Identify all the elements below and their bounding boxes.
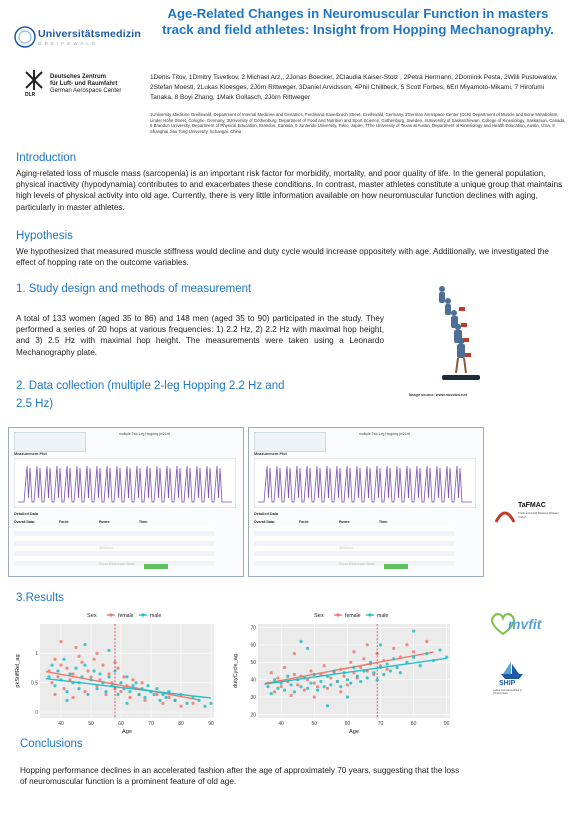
- report-time-label: Time:: [139, 520, 148, 524]
- report-time-label: Time:: [379, 520, 388, 524]
- data-point-female: [366, 643, 369, 646]
- y-tick-label: 20: [250, 712, 256, 719]
- data-point-male: [158, 699, 161, 702]
- legend-label-female: female: [118, 613, 134, 619]
- data-point-male: [47, 675, 50, 678]
- data-point-female: [296, 683, 299, 686]
- report-plot-title: Measurement Plot: [254, 452, 287, 456]
- y-tick-label: 1: [35, 651, 38, 658]
- data-point-male: [197, 699, 200, 702]
- affiliations: 1University Medicine Greifswald, Department of Internal Medicine and Geriatrics, Ferdinand Sauerbruch Street, Greifswald, Germany, 2German Aerospace Center (DLR) Department of Muscle and Bone Metabolism, Linder Höhe Street, Cologne, Germany, 3University of Gothenburg, Department of Food and Nutrition and Sport Science, Gothenburg, Sweden, 4University of Saskatchewan, College of Kinesiology, Saskatoon, Canada, 5 Brandon University, Department of Physical Education, Brandon, Canada, 6 Juntendo University, Tokio, Japan, 7The University of Texas at Austin, Department of Kinesiology and Health Education, Austin, USA, 8 Shanghai Jiao Tong University, Schangai, China: [150, 112, 566, 134]
- legend-label-female: female: [345, 613, 361, 619]
- data-point-male: [306, 687, 309, 690]
- conclusions-text: Hopping performance declines in an accelerated fashion after the age of approximately 70 years, suggesting that the loss of neuromuscular function is a prominent feature of old age.: [20, 766, 460, 787]
- dlr-abbr: DLR: [25, 92, 36, 98]
- university-city: GREIFSWALD: [38, 41, 99, 46]
- data-point-male: [116, 693, 119, 696]
- data-point-male: [137, 693, 140, 696]
- data-point-male: [290, 683, 293, 686]
- report-details-title: Detailed Data: [14, 512, 39, 516]
- data-point-female: [119, 690, 122, 693]
- mechanography-report-2: [248, 427, 484, 577]
- x-tick-label: 40: [58, 721, 64, 727]
- x-tick-label: 40: [278, 721, 284, 727]
- data-point-male: [412, 629, 415, 632]
- data-point-male: [273, 678, 276, 681]
- data-point-female: [101, 664, 104, 667]
- data-point-male: [286, 675, 289, 678]
- data-point-male: [293, 690, 296, 693]
- results-heading: 3.Results: [16, 592, 64, 604]
- data-point-female: [290, 694, 293, 697]
- legend-label-male: male: [150, 613, 162, 619]
- data-point-female: [89, 675, 92, 678]
- data-point-female: [155, 693, 158, 696]
- x-tick-label: 50: [311, 721, 318, 727]
- data-point-female: [50, 681, 53, 684]
- data-point-male: [266, 685, 269, 688]
- data-point-female: [161, 702, 164, 705]
- data-point-male: [336, 680, 339, 683]
- data-point-female: [273, 690, 276, 693]
- data-point-male: [369, 661, 372, 664]
- x-tick-label: 70: [148, 721, 154, 727]
- data-point-male: [326, 704, 329, 707]
- legend-marker-male: [141, 613, 144, 616]
- data-point-male: [119, 681, 122, 684]
- data-point-female: [293, 652, 296, 655]
- y-tick-label: 50: [250, 660, 256, 667]
- data-point-male: [339, 685, 342, 688]
- data-point-male: [309, 682, 312, 685]
- data-point-male: [173, 699, 176, 702]
- data-point-male: [143, 696, 146, 699]
- data-point-male: [80, 675, 83, 678]
- mvfit-logo: [490, 610, 556, 640]
- university-name: Universitätsmedizin: [38, 28, 141, 40]
- legend-marker-female: [109, 613, 112, 616]
- data-point-female: [309, 669, 312, 672]
- data-point-female: [131, 678, 134, 681]
- data-point-female: [62, 687, 65, 690]
- data-point-female: [303, 689, 306, 692]
- x-axis-label: Age: [122, 729, 132, 735]
- report-test-type: multiple Two Leg Hopping (m2LH): [119, 432, 171, 436]
- data-point-female: [179, 705, 182, 708]
- data-point-female: [283, 666, 286, 669]
- data-point-male: [185, 702, 188, 705]
- data-point-male: [74, 666, 77, 669]
- data-point-male: [83, 664, 86, 667]
- data-point-male: [352, 666, 355, 669]
- data-point-female: [65, 666, 68, 669]
- y-tick-label: 70: [250, 625, 256, 632]
- data-point-male: [299, 640, 302, 643]
- data-point-female: [392, 647, 395, 650]
- data-point-female: [352, 650, 355, 653]
- data-point-male: [155, 687, 158, 690]
- data-point-male: [89, 678, 92, 681]
- x-tick-label: 80: [178, 721, 184, 727]
- data-point-female: [59, 664, 62, 667]
- data-point-female: [329, 676, 332, 679]
- report-power-label: Power:: [339, 520, 351, 524]
- data-point-female: [386, 668, 389, 671]
- legend-marker-female: [336, 613, 339, 616]
- data-point-male: [323, 685, 326, 688]
- ship-icon: [497, 660, 527, 680]
- data-point-male: [125, 675, 128, 678]
- data-point-female: [405, 643, 408, 646]
- data-point-male: [92, 669, 95, 672]
- data-point-female: [53, 693, 56, 696]
- data-point-male: [101, 681, 104, 684]
- ship-logo: [493, 660, 533, 698]
- data-point-male: [399, 671, 402, 674]
- data-point-female: [80, 661, 83, 664]
- data-point-female: [83, 690, 86, 693]
- data-collection-heading: 2. Data collection (multiple 2-leg Hopping 2.2 Hz and 2.5 Hz): [16, 380, 285, 410]
- data-point-female: [92, 658, 95, 661]
- report-test-type: multiple Two Leg Hopping (m2LH): [359, 432, 411, 436]
- data-point-male: [95, 687, 98, 690]
- data-point-male: [392, 657, 395, 660]
- university-seal-icon: [14, 22, 36, 52]
- tafmac-logo: [494, 498, 560, 528]
- data-point-male: [83, 643, 86, 646]
- force-trace-plot: [254, 458, 476, 508]
- data-point-female: [140, 681, 143, 684]
- university-logo: [14, 22, 141, 56]
- track-icon: [494, 502, 516, 524]
- data-point-female: [313, 682, 316, 685]
- data-point-male: [349, 682, 352, 685]
- legend-title: Sex: [314, 613, 324, 619]
- data-point-male: [329, 683, 332, 686]
- y-tick-label: 60: [250, 642, 256, 649]
- conclusions-heading: Conclusions: [20, 738, 83, 750]
- data-point-male: [412, 655, 415, 658]
- data-point-male: [306, 647, 309, 650]
- y-tick-label: 0.5: [31, 680, 38, 687]
- data-point-female: [59, 640, 62, 643]
- mechanography-report-1: [8, 427, 244, 577]
- report-force-label: Force:: [299, 520, 310, 524]
- x-tick-label: 60: [118, 721, 124, 727]
- data-point-male: [316, 689, 319, 692]
- tafmac-subtitle: Track and Field Masters Athletes Cohort: [518, 511, 559, 519]
- data-point-male: [107, 649, 110, 652]
- data-point-male: [333, 669, 336, 672]
- image-source: Image source: www.novotec.net: [409, 393, 467, 397]
- data-point-female: [326, 687, 329, 690]
- y-tick-label: 0: [35, 709, 38, 716]
- data-point-male: [313, 673, 316, 676]
- y-axis-label: dutyCycle_ag: [233, 654, 239, 688]
- x-tick-label: 70: [377, 721, 384, 727]
- data-point-male: [203, 705, 206, 708]
- authors: 1Denis Titov, 1Dmitry Tsvetkov, 2 Michael Arz,, 2Jonas Boecker, 2Claudia Kaiser-Stolz , 2Petra Hermann, 2Dominik Pesta, 2Willi Pustowalow, 2Stefan Moestl, 2Lukas Kloesges, 2Jörn Rittweger, 3Daniel Arvidsson, 4Phil Chillbeck, 5 Scott Forbes, 6Eri Miyamoto-Mikami, 7 Hirofumi Tanaka, 8 Boyi Zhang, 1Maik Gollasch, 2Jörn Rittweger: [150, 74, 558, 101]
- ship-name: SHIP: [499, 680, 516, 687]
- data-point-male: [419, 664, 422, 667]
- data-point-female: [107, 672, 110, 675]
- data-point-female: [104, 693, 107, 696]
- introduction-text: Aging-related loss of muscle mass (sarcopenia) is an important risk factor for morbidity, mortality, and poor quality of life. In the general population, physical inactivity (hypodynamia) contributes to and exacerbates these conditions. In contrast, master athletes constitute a unique group that maintains high levels of physical activity into old age. Currently, there is very little information available on how neuromuscular function declines with aging, particularly in master athletes.: [16, 169, 563, 212]
- data-point-male: [65, 699, 68, 702]
- dutycycle-vs-age-plot: [230, 608, 456, 736]
- legend-title: Sex: [87, 613, 97, 619]
- dlr-line1: Deutsches Zentrum: [50, 74, 107, 80]
- data-point-male: [146, 684, 149, 687]
- data-point-female: [122, 675, 125, 678]
- data-point-male: [209, 702, 212, 705]
- data-point-male: [283, 689, 286, 692]
- y-tick-label: 40: [250, 677, 256, 684]
- dlr-line2: für Luft- und Raumfahrt: [50, 81, 118, 87]
- data-point-male: [379, 643, 382, 646]
- dlr-line3: German Aerospace Center: [50, 88, 122, 94]
- data-point-female: [53, 658, 56, 661]
- data-point-male: [134, 681, 137, 684]
- data-point-male: [270, 692, 273, 695]
- data-point-female: [71, 696, 74, 699]
- data-point-female: [191, 702, 194, 705]
- data-point-female: [280, 685, 283, 688]
- data-point-female: [74, 646, 77, 649]
- data-point-male: [77, 687, 80, 690]
- data-point-male: [386, 662, 389, 665]
- data-point-male: [425, 652, 428, 655]
- data-point-male: [276, 687, 279, 690]
- y-tick-label: 30: [250, 694, 256, 701]
- data-point-female: [167, 696, 170, 699]
- data-point-male: [346, 678, 349, 681]
- data-point-female: [349, 661, 352, 664]
- legend-label-male: male: [377, 613, 389, 619]
- tafmac-name: TaFMAC: [518, 502, 546, 509]
- data-point-male: [319, 680, 322, 683]
- x-tick-label: 90: [208, 721, 214, 727]
- data-point-male: [366, 676, 369, 679]
- data-point-male: [125, 702, 128, 705]
- data-point-female: [77, 655, 80, 658]
- data-point-female: [412, 650, 415, 653]
- data-point-female: [270, 671, 273, 674]
- data-point-female: [323, 664, 326, 667]
- data-point-female: [362, 657, 365, 660]
- x-tick-label: 90: [443, 721, 450, 727]
- report-details-title: Detailed Data: [254, 512, 279, 516]
- data-point-male: [438, 649, 441, 652]
- x-axis-label: Age: [349, 729, 359, 735]
- data-point-male: [107, 675, 110, 678]
- data-point-male: [128, 690, 131, 693]
- x-tick-label: 60: [344, 721, 351, 727]
- dlr-logo: [22, 68, 142, 108]
- data-point-female: [128, 696, 131, 699]
- x-tick-label: 50: [88, 721, 94, 727]
- poster-title: Age-Related Changes in Neuromuscular Function in masters track and field athletes: Insight from Hopping Mechanography.: [162, 6, 554, 38]
- data-point-female: [71, 672, 74, 675]
- hypothesis-heading: Hypothesis: [16, 230, 73, 242]
- data-point-female: [143, 699, 146, 702]
- ship-subtitle: Leben und Gesundheit in Vorpommern: [493, 689, 522, 695]
- data-point-female: [313, 696, 316, 699]
- data-point-female: [276, 676, 279, 679]
- study-design-heading: 1. Study design and methods of measurement: [16, 283, 252, 295]
- data-point-female: [425, 640, 428, 643]
- data-point-male: [382, 673, 385, 676]
- hypothesis-text: We hypothesized that measured muscle stiffness would decline and duty cycle would increase oppositely with age. Additionally, we investigated the effect of hopping rate on the outcome variables.: [16, 247, 549, 268]
- stiffness-vs-age-plot: [12, 608, 220, 736]
- data-point-male: [395, 666, 398, 669]
- data-point-male: [53, 684, 56, 687]
- data-point-male: [389, 669, 392, 672]
- data-point-male: [346, 696, 349, 699]
- data-point-male: [372, 671, 375, 674]
- data-point-female: [293, 673, 296, 676]
- data-point-male: [359, 680, 362, 683]
- data-point-male: [161, 693, 164, 696]
- data-point-male: [62, 658, 65, 661]
- data-point-female: [316, 685, 319, 688]
- report-power-label: Power:: [99, 520, 111, 524]
- introduction-heading: Introduction: [16, 152, 77, 164]
- legend-marker-male: [368, 613, 371, 616]
- report-plot-title: Measurement Plot: [14, 452, 47, 456]
- data-point-female: [116, 666, 119, 669]
- report-overall-label: Overall Data:: [14, 520, 35, 524]
- report-overall-label: Overall Data:: [254, 520, 275, 524]
- data-point-male: [68, 672, 71, 675]
- data-point-male: [50, 664, 53, 667]
- data-point-male: [104, 690, 107, 693]
- mvfit-name: mvfit: [508, 616, 542, 632]
- data-point-male: [65, 690, 68, 693]
- data-point-female: [346, 683, 349, 686]
- hopping-athlete-image: [398, 283, 508, 388]
- report-force-label: Force:: [59, 520, 70, 524]
- x-tick-label: 80: [410, 721, 417, 727]
- data-point-male: [164, 696, 167, 699]
- data-point-male: [56, 669, 59, 672]
- data-point-male: [356, 675, 359, 678]
- data-point-female: [342, 675, 345, 678]
- data-point-female: [56, 675, 59, 678]
- study-design-text: A total of 133 women (aged 35 to 86) and 148 men (aged 35 to 90) participated in the study. They performed a series of 20 hops at various frequencies: 1) 2.2 Hz, 2) 2.2 Hz with maximal hop height, and 3) 2.5 Hz with maximal hop height. The measurements were taken using a Leonardo Mechanography plate.: [16, 314, 384, 357]
- data-point-female: [95, 652, 98, 655]
- y-axis-label: pkStiffRel_ag: [15, 654, 21, 688]
- data-point-male: [131, 684, 134, 687]
- data-point-female: [86, 669, 89, 672]
- data-point-male: [152, 693, 155, 696]
- data-point-male: [86, 693, 89, 696]
- data-point-male: [299, 685, 302, 688]
- data-point-female: [339, 690, 342, 693]
- force-trace-plot: [14, 458, 236, 508]
- data-point-male: [98, 672, 101, 675]
